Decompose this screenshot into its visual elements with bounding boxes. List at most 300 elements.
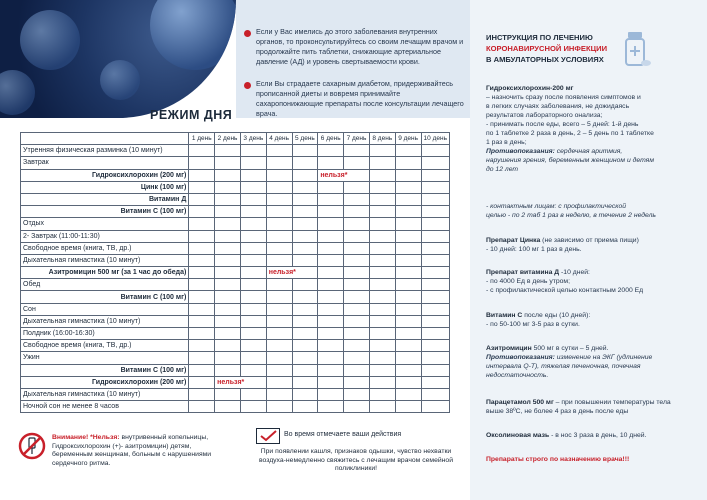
day-checkbox-cell[interactable] (240, 315, 266, 327)
day-checkbox-cell[interactable] (421, 181, 450, 193)
day-checkbox-cell[interactable] (240, 254, 266, 266)
schedule-row (21, 279, 450, 291)
day-checkbox-cell[interactable] (369, 157, 395, 169)
day-checkbox-cell[interactable] (189, 206, 215, 218)
day-checkbox-cell[interactable] (318, 279, 344, 291)
day-checkbox-cell[interactable] (369, 364, 395, 376)
day-checkbox-cell[interactable] (318, 181, 344, 193)
day-checkbox-cell[interactable] (215, 364, 241, 376)
day-checkbox-cell[interactable] (240, 169, 266, 181)
day-checkbox-cell[interactable] (318, 206, 344, 218)
day-checkbox-cell[interactable] (189, 254, 215, 266)
hcq-contra-lead: Противопоказания: (486, 148, 555, 155)
check-note: Во время отмечаете ваши действия (284, 431, 402, 438)
day-checkbox-cell[interactable] (215, 303, 241, 315)
hcq-line: 1 раз в день; (486, 139, 527, 146)
day-checkbox-cell[interactable] (292, 193, 318, 205)
day-checkbox-cell[interactable] (369, 254, 395, 266)
day-checkbox-cell[interactable] (189, 267, 215, 279)
day-checkbox-cell[interactable] (395, 352, 421, 364)
day-checkbox-cell[interactable] (369, 193, 395, 205)
day-checkbox-cell[interactable] (369, 291, 395, 303)
day-checkbox-cell[interactable] (215, 340, 241, 352)
day-checkbox-cell[interactable] (215, 254, 241, 266)
day-checkbox-cell[interactable] (369, 181, 395, 193)
day-checkbox-cell[interactable] (344, 315, 370, 327)
hcq-contra-line: до 12 лет (486, 166, 519, 173)
day-checkbox-cell[interactable] (344, 218, 370, 230)
day-checkbox-cell[interactable] (395, 364, 421, 376)
schedule-header-row (21, 133, 450, 145)
vitd-note: -10 дней: (559, 269, 590, 276)
day-checkbox-cell[interactable] (266, 352, 292, 364)
day-checkbox-cell[interactable] (266, 303, 292, 315)
day-checkbox-cell[interactable] (240, 401, 266, 413)
day-checkbox-cell[interactable] (240, 230, 266, 242)
contact-prophylaxis-block (486, 202, 696, 220)
day-header: 3 день (240, 133, 266, 145)
day-checkbox-cell[interactable] (240, 291, 266, 303)
day-checkbox-cell[interactable] (189, 315, 215, 327)
day-checkbox-cell[interactable] (240, 303, 266, 315)
medicine-vial-icon (622, 30, 652, 70)
day-checkbox-cell[interactable] (344, 376, 370, 388)
day-checkbox-cell[interactable] (318, 218, 344, 230)
day-checkbox-cell[interactable] (240, 352, 266, 364)
day-checkbox-cell[interactable] (189, 242, 215, 254)
day-checkbox-cell[interactable] (266, 315, 292, 327)
day-checkbox-cell[interactable] (421, 193, 450, 205)
day-checkbox-cell[interactable] (215, 315, 241, 327)
oxolinic-block (486, 431, 696, 440)
day-checkbox-cell[interactable] (240, 279, 266, 291)
day-checkbox-cell[interactable] (292, 388, 318, 400)
schedule-row (21, 157, 450, 169)
day-checkbox-cell[interactable] (318, 157, 344, 169)
schedule-row-label: Дыхательная гимнастика (10 минут) (21, 315, 189, 327)
day-checkbox-cell[interactable] (344, 303, 370, 315)
day-checkbox-cell[interactable] (215, 388, 241, 400)
no-iv-drip-icon (18, 432, 46, 460)
day-checkbox-cell[interactable] (292, 315, 318, 327)
day-checkbox-cell[interactable] (240, 340, 266, 352)
day-checkbox-cell[interactable] (369, 376, 395, 388)
day-checkbox-cell[interactable] (292, 206, 318, 218)
schedule-row-label: Утренняя физическая разминка (10 минут) (21, 145, 189, 157)
day-checkbox-cell[interactable] (421, 340, 450, 352)
day-checkbox-cell[interactable] (266, 328, 292, 340)
header-blank-cell (21, 133, 189, 145)
day-checkbox-cell[interactable] (344, 193, 370, 205)
day-checkbox-cell[interactable] (215, 328, 241, 340)
day-checkbox-cell[interactable] (240, 193, 266, 205)
day-checkbox-cell[interactable] (266, 388, 292, 400)
day-checkbox-cell[interactable] (292, 340, 318, 352)
day-checkbox-cell[interactable] (395, 157, 421, 169)
day-checkbox-cell[interactable] (369, 328, 395, 340)
day-checkbox-cell[interactable] (421, 303, 450, 315)
day-checkbox-cell[interactable] (292, 242, 318, 254)
para-title: Парацетамол 500 мг (486, 399, 554, 406)
day-checkbox-cell[interactable] (421, 388, 450, 400)
day-checkbox-cell[interactable] (292, 376, 318, 388)
day-checkbox-cell[interactable] (266, 157, 292, 169)
day-checkbox-cell[interactable] (189, 157, 215, 169)
bullet-icon (244, 30, 251, 37)
schedule-row (21, 401, 450, 413)
day-checkbox-cell[interactable] (344, 230, 370, 242)
day-checkbox-cell[interactable] (318, 242, 344, 254)
day-checkbox-cell[interactable] (266, 401, 292, 413)
zinc-line: - 10 дней: 100 мг 1 раз в день. (486, 246, 582, 253)
schedule-row-label: Азитромицин 500 мг (за 1 час до обеда) (21, 267, 189, 279)
day-checkbox-cell[interactable] (421, 279, 450, 291)
day-checkbox-cell[interactable] (421, 169, 450, 181)
azi-contra-line: недостаточность. (486, 372, 549, 379)
day-checkbox-cell[interactable] (395, 340, 421, 352)
contact-note: При появлении кашля, признаков одышки, чувство нехватки воздуха-немедленно свяжитесь с лечащим врачом семейной поликлиники! (258, 448, 453, 473)
day-checkbox-cell[interactable] (395, 401, 421, 413)
day-checkbox-cell[interactable] (292, 328, 318, 340)
day-checkbox-cell[interactable] (395, 315, 421, 327)
day-header: 2 день (215, 133, 241, 145)
day-checkbox-cell[interactable] (395, 291, 421, 303)
day-checkbox-cell[interactable] (215, 291, 241, 303)
day-checkbox-cell[interactable] (369, 218, 395, 230)
day-checkbox-cell[interactable] (240, 267, 266, 279)
day-checkbox-cell[interactable] (344, 340, 370, 352)
bullet-icon (244, 82, 251, 89)
day-checkbox-cell[interactable] (215, 279, 241, 291)
day-checkbox-cell[interactable] (369, 242, 395, 254)
day-checkbox-cell[interactable] (292, 352, 318, 364)
schedule-row-label: Витамин С (100 мг) (21, 206, 189, 218)
day-checkbox-cell[interactable] (189, 303, 215, 315)
notice-panel (236, 0, 470, 118)
day-checkbox-cell[interactable] (421, 145, 450, 157)
day-checkbox-cell[interactable] (292, 181, 318, 193)
vitd-line: - по 4000 Ед в день утром; (486, 278, 570, 285)
day-checkbox-cell[interactable] (318, 145, 344, 157)
day-checkbox-cell[interactable] (189, 181, 215, 193)
day-checkbox-cell[interactable] (215, 218, 241, 230)
day-checkbox-cell[interactable] (421, 328, 450, 340)
day-checkbox-cell[interactable] (318, 340, 344, 352)
day-checkbox-cell[interactable] (189, 145, 215, 157)
vitc-line: - по 50-100 мг 3-5 раз в сутки. (486, 321, 580, 328)
day-checkbox-cell[interactable] (266, 230, 292, 242)
schedule-row-label: Ужин (21, 352, 189, 364)
day-checkbox-cell[interactable] (292, 303, 318, 315)
day-checkbox-cell[interactable] (266, 340, 292, 352)
day-checkbox-cell[interactable] (292, 218, 318, 230)
day-checkbox-cell[interactable] (395, 303, 421, 315)
hcq-line: - принимать после еды, всего – 5 дней: 1-й день (486, 121, 639, 128)
day-checkbox-cell[interactable] (215, 181, 241, 193)
day-checkbox-cell[interactable] (240, 218, 266, 230)
day-checkbox-cell[interactable] (292, 401, 318, 413)
day-checkbox-cell[interactable] (215, 242, 241, 254)
day-checkbox-cell[interactable] (292, 169, 318, 181)
schedule-row (21, 267, 450, 279)
schedule-row (21, 206, 450, 218)
day-checkbox-cell[interactable] (215, 267, 241, 279)
day-checkbox-cell[interactable] (318, 230, 344, 242)
day-checkbox-cell[interactable] (215, 401, 241, 413)
day-checkbox-cell[interactable] (369, 279, 395, 291)
day-checkbox-cell[interactable] (318, 388, 344, 400)
zinc-note: (не зависимо от приема пищи) (540, 237, 639, 244)
day-checkbox-cell[interactable] (344, 364, 370, 376)
instruction-title-line-1: ИНСТРУКЦИЯ ПО ЛЕЧЕНИЮ (486, 33, 593, 42)
day-checkbox-cell[interactable] (240, 388, 266, 400)
day-checkbox-cell[interactable] (395, 206, 421, 218)
final-warning: Препараты строго по назначению врача!!! (486, 456, 630, 463)
day-checkbox-cell[interactable] (318, 303, 344, 315)
azi-contra-lead: Противопоказания: (486, 354, 555, 361)
day-checkbox-cell[interactable] (189, 218, 215, 230)
day-checkbox-cell[interactable] (344, 206, 370, 218)
schedule-row-label: Завтрак (21, 157, 189, 169)
day-checkbox-cell[interactable] (240, 206, 266, 218)
day-checkbox-cell[interactable] (318, 328, 344, 340)
day-checkbox-cell[interactable] (421, 364, 450, 376)
day-checkbox-cell[interactable] (189, 364, 215, 376)
day-checkbox-cell[interactable] (421, 267, 450, 279)
contact-line: - контактным лицам: с профилактической (486, 203, 627, 210)
day-checkbox-cell[interactable] (421, 315, 450, 327)
day-checkbox-cell[interactable] (189, 193, 215, 205)
day-checkbox-cell[interactable] (369, 340, 395, 352)
day-checkbox-cell[interactable] (240, 328, 266, 340)
day-checkbox-cell[interactable] (240, 242, 266, 254)
day-checkbox-cell[interactable] (318, 376, 344, 388)
day-checkbox-cell[interactable] (344, 328, 370, 340)
schedule-row-label: Витамин С (100 мг) (21, 364, 189, 376)
day-checkbox-cell[interactable] (421, 206, 450, 218)
schedule-row-label: Дыхательная гимнастика (10 минут) (21, 388, 189, 400)
day-checkbox-cell[interactable] (344, 267, 370, 279)
day-checkbox-cell[interactable] (189, 352, 215, 364)
day-checkbox-cell[interactable] (395, 242, 421, 254)
day-checkbox-cell[interactable] (318, 352, 344, 364)
day-checkbox-cell[interactable] (266, 376, 292, 388)
day-checkbox-cell[interactable] (266, 193, 292, 205)
day-checkbox-cell[interactable] (395, 388, 421, 400)
day-checkbox-cell[interactable] (421, 157, 450, 169)
schedule-row-label: Свободное время (книга, ТВ, др.) (21, 242, 189, 254)
day-header: 5 день (292, 133, 318, 145)
day-checkbox-cell[interactable] (318, 254, 344, 266)
zinc-block (486, 236, 696, 254)
day-checkbox-cell[interactable] (240, 181, 266, 193)
vitd-line: - с профилактической целью контактным 2000 Ед (486, 287, 644, 294)
day-checkbox-cell[interactable] (395, 254, 421, 266)
day-checkbox-cell[interactable] (266, 279, 292, 291)
para-line: – при повышении температуры тела (553, 399, 671, 406)
day-checkbox-cell[interactable] (421, 218, 450, 230)
day-checkbox-cell[interactable] (240, 364, 266, 376)
day-checkbox-cell[interactable] (344, 388, 370, 400)
forbidden-mark: нельзя* (266, 267, 318, 279)
day-checkbox-cell[interactable] (421, 401, 450, 413)
day-checkbox-cell[interactable] (344, 401, 370, 413)
day-checkbox-cell[interactable] (189, 291, 215, 303)
day-checkbox-cell[interactable] (344, 157, 370, 169)
day-checkbox-cell[interactable] (344, 181, 370, 193)
day-checkbox-cell[interactable] (395, 218, 421, 230)
day-checkbox-cell[interactable] (369, 206, 395, 218)
schedule-row-label: Полдник (16:00-16:30) (21, 328, 189, 340)
schedule-row-label: Ночной сон не менее 8 часов (21, 401, 189, 413)
day-checkbox-cell[interactable] (266, 206, 292, 218)
oxo-note: - в нос 3 раза в день, 10 дней. (549, 432, 647, 439)
day-checkbox-cell[interactable] (421, 376, 450, 388)
azi-contra-line: изменение на ЭКГ (удлинение (554, 354, 653, 361)
schedule-row (21, 340, 450, 352)
azi-title: Азитромицин (486, 345, 532, 352)
day-checkbox-cell[interactable] (215, 157, 241, 169)
day-checkbox-cell[interactable] (292, 230, 318, 242)
day-checkbox-cell[interactable] (266, 145, 292, 157)
instruction-title-line-2: КОРОНАВИРУСНОЙ ИНФЕКЦИИ (486, 44, 608, 53)
day-checkbox-cell[interactable] (318, 291, 344, 303)
day-checkbox-cell[interactable] (344, 352, 370, 364)
azi-note: 500 мг в сутки – 5 дней. (531, 345, 609, 352)
schedule-row (21, 193, 450, 205)
schedule-row (21, 169, 450, 181)
day-checkbox-cell[interactable] (395, 181, 421, 193)
day-checkbox-cell[interactable] (369, 315, 395, 327)
day-checkbox-cell[interactable] (266, 169, 292, 181)
day-checkbox-cell[interactable] (318, 364, 344, 376)
day-checkbox-cell[interactable] (189, 340, 215, 352)
day-checkbox-cell[interactable] (395, 169, 421, 181)
day-checkbox-cell[interactable] (369, 303, 395, 315)
day-checkbox-cell[interactable] (369, 267, 395, 279)
day-checkbox-cell[interactable] (395, 279, 421, 291)
day-checkbox-cell[interactable] (421, 242, 450, 254)
day-checkbox-cell[interactable] (215, 193, 241, 205)
day-checkbox-cell[interactable] (369, 401, 395, 413)
day-checkbox-cell[interactable] (344, 279, 370, 291)
day-checkbox-cell[interactable] (292, 145, 318, 157)
hcq-line: – назночить сразу после появления симптомов и (486, 94, 641, 101)
day-checkbox-cell[interactable] (344, 145, 370, 157)
vitd-title: Препарат витамина Д (486, 269, 560, 276)
day-checkbox-cell[interactable] (421, 230, 450, 242)
day-checkbox-cell[interactable] (240, 157, 266, 169)
hcq-line: результатов лабораторного онализа; (486, 112, 603, 119)
day-checkbox-cell[interactable] (369, 352, 395, 364)
vitc-title: Витамин С (486, 312, 523, 319)
forbidden-mark: нельзя* (215, 376, 267, 388)
day-checkbox-cell[interactable] (189, 388, 215, 400)
day-checkbox-cell[interactable] (318, 401, 344, 413)
day-checkbox-cell[interactable] (395, 328, 421, 340)
day-checkbox-cell[interactable] (421, 254, 450, 266)
schedule-row-label: Витамин С (100 мг) (21, 291, 189, 303)
contact-line: целью - по 2 таб 1 раз в неделю, в течение 2 недель (486, 212, 657, 219)
day-checkbox-cell[interactable] (189, 376, 215, 388)
day-checkbox-cell[interactable] (344, 291, 370, 303)
day-checkbox-cell[interactable] (344, 254, 370, 266)
day-checkbox-cell[interactable] (395, 145, 421, 157)
day-checkbox-cell[interactable] (266, 254, 292, 266)
day-checkbox-cell[interactable] (240, 145, 266, 157)
day-checkbox-cell[interactable] (344, 242, 370, 254)
day-checkbox-cell[interactable] (421, 291, 450, 303)
day-checkbox-cell[interactable] (318, 193, 344, 205)
day-checkbox-cell[interactable] (369, 169, 395, 181)
warning-body: внутривенный копельницы, Гидроксихлорохин (+)- азитромицин) детям, беременным женщинам, больным с нарушениями сердечного ритма. (52, 434, 212, 467)
day-checkbox-cell[interactable] (292, 254, 318, 266)
day-checkbox-cell[interactable] (395, 267, 421, 279)
day-checkbox-cell[interactable] (421, 352, 450, 364)
day-checkbox-cell[interactable] (189, 279, 215, 291)
day-checkbox-cell[interactable] (189, 328, 215, 340)
schedule-row-label: Витамин Д (21, 193, 189, 205)
schedule-row (21, 230, 450, 242)
day-checkbox-cell[interactable] (215, 230, 241, 242)
day-checkbox-cell[interactable] (292, 364, 318, 376)
day-checkbox-cell[interactable] (266, 364, 292, 376)
warning-lead: Внимание! *Нельзя: (52, 434, 120, 441)
notice-item-2: Если Вы страдаете сахарным диабетом, придерживайтесь прописанной диеты и вовремя принимайте сахаропонижающие препараты после консультации лечащего врача. (256, 79, 464, 118)
day-checkbox-cell[interactable] (189, 230, 215, 242)
schedule-row (21, 181, 450, 193)
schedule-row-label: 2- Завтрак (11:00-11:30) (21, 230, 189, 242)
hcq-block (486, 84, 696, 174)
day-checkbox-cell[interactable] (292, 279, 318, 291)
azi-block (486, 344, 696, 380)
day-checkbox-cell[interactable] (395, 193, 421, 205)
day-checkbox-cell[interactable] (369, 145, 395, 157)
hcq-contra-line: сердечная аритмия, (554, 148, 623, 155)
day-header: 4 день (266, 133, 292, 145)
schedule-row (21, 254, 450, 266)
day-checkbox-cell[interactable] (215, 352, 241, 364)
day-checkbox-cell[interactable] (292, 291, 318, 303)
day-checkbox-cell[interactable] (189, 401, 215, 413)
day-checkbox-cell[interactable] (189, 169, 215, 181)
zinc-title: Препарат Цинка (486, 237, 541, 244)
day-checkbox-cell[interactable] (318, 315, 344, 327)
warning-text (52, 434, 232, 468)
day-checkbox-cell[interactable] (266, 242, 292, 254)
day-checkbox-cell[interactable] (215, 206, 241, 218)
day-checkbox-cell[interactable] (369, 230, 395, 242)
schedule-row (21, 315, 450, 327)
schedule-row (21, 388, 450, 400)
day-checkbox-cell[interactable] (395, 230, 421, 242)
schedule-row (21, 291, 450, 303)
day-checkbox-cell[interactable] (318, 267, 344, 279)
day-checkbox-cell[interactable] (369, 388, 395, 400)
day-checkbox-cell[interactable] (266, 291, 292, 303)
schedule-row-label: Гидроксихлорохин (200 мг) (21, 376, 189, 388)
day-checkbox-cell[interactable] (266, 181, 292, 193)
schedule-row (21, 303, 450, 315)
day-checkbox-cell[interactable] (395, 376, 421, 388)
day-checkbox-cell[interactable] (215, 145, 241, 157)
day-checkbox-cell[interactable] (215, 169, 241, 181)
day-checkbox-cell[interactable] (266, 218, 292, 230)
schedule-row (21, 376, 450, 388)
day-checkbox-cell[interactable] (292, 157, 318, 169)
schedule-row (21, 364, 450, 376)
notice-item-1: Если у Вас имелись до этого заболевания внутренних органов, то проконсультируйтесь со своим лечащим врачом и продолжайте пить таблетки, снижающие артериальное давление (АД) и уровень свертываемости крови. (256, 27, 464, 66)
